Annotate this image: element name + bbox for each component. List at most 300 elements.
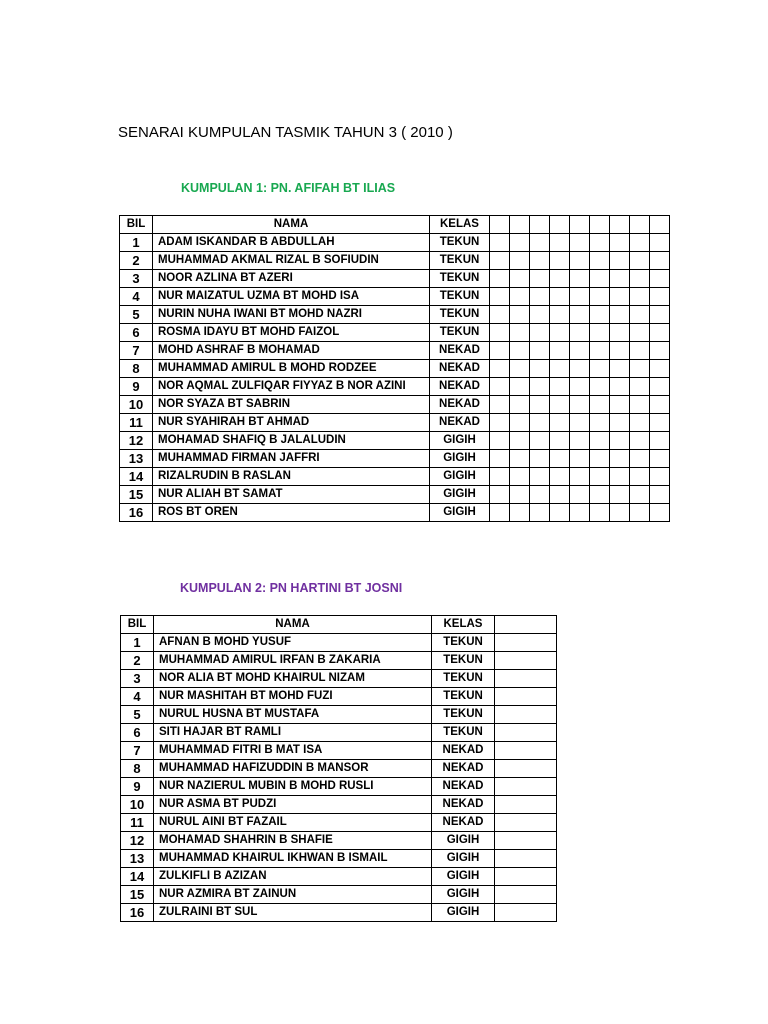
blank-tick-cell	[650, 306, 670, 324]
student-class: NEKAD	[432, 796, 495, 814]
blank-header-cell	[610, 216, 630, 234]
blank-tick-cell	[530, 378, 550, 396]
blank-tick-cell	[530, 468, 550, 486]
blank-tick-cell	[630, 360, 650, 378]
student-name: MOHD ASHRAF B MOHAMAD	[153, 342, 430, 360]
student-name: NUR ASMA BT PUDZI	[154, 796, 432, 814]
blank-tick-cell	[650, 288, 670, 306]
row-number: 6	[120, 324, 153, 342]
blank-tick-cell	[610, 414, 630, 432]
table-row	[121, 850, 557, 868]
blank-tick-cell	[530, 432, 550, 450]
column-header-nama: NAMA	[154, 616, 432, 634]
blank-tick-cell	[650, 360, 670, 378]
student-class: TEKUN	[430, 234, 490, 252]
blank-tick-cell	[650, 504, 670, 522]
blank-tick-cell	[510, 342, 530, 360]
row-number: 7	[120, 342, 153, 360]
student-name: RIZALRUDIN B RASLAN	[153, 468, 430, 486]
student-name: MUHAMMAD HAFIZUDDIN B MANSOR	[154, 760, 432, 778]
blank-tick-cell	[495, 868, 557, 886]
blank-tick-cell	[570, 450, 590, 468]
blank-header-cell	[570, 216, 590, 234]
blank-tick-cell	[610, 288, 630, 306]
blank-tick-cell	[590, 252, 610, 270]
blank-tick-cell	[490, 234, 510, 252]
blank-tick-cell	[590, 234, 610, 252]
blank-tick-cell	[650, 270, 670, 288]
blank-tick-cell	[570, 360, 590, 378]
blank-header-cell	[490, 216, 510, 234]
blank-tick-cell	[510, 450, 530, 468]
blank-tick-cell	[490, 288, 510, 306]
student-name: MOHAMAD SHAFIQ B JALALUDIN	[153, 432, 430, 450]
row-number: 15	[120, 486, 153, 504]
table-row	[120, 378, 670, 396]
table-row	[121, 670, 557, 688]
document-title: SENARAI KUMPULAN TASMIK TAHUN 3 ( 2010 )	[118, 124, 453, 141]
blank-header-cell	[530, 216, 550, 234]
blank-tick-cell	[590, 306, 610, 324]
blank-tick-cell	[650, 396, 670, 414]
student-name: SITI HAJAR BT RAMLI	[154, 724, 432, 742]
blank-tick-cell	[590, 378, 610, 396]
blank-tick-cell	[550, 396, 570, 414]
row-number: 6	[121, 724, 154, 742]
table-row	[121, 886, 557, 904]
student-class: TEKUN	[430, 252, 490, 270]
row-number: 3	[121, 670, 154, 688]
student-name: NURUL HUSNA BT MUSTAFA	[154, 706, 432, 724]
blank-tick-cell	[610, 324, 630, 342]
blank-tick-cell	[570, 270, 590, 288]
table-row	[121, 634, 557, 652]
group-2-table	[120, 615, 557, 922]
blank-tick-cell	[550, 234, 570, 252]
blank-tick-cell	[590, 396, 610, 414]
blank-tick-cell	[530, 396, 550, 414]
table-row	[120, 306, 670, 324]
table-row	[120, 234, 670, 252]
student-class: GIGIH	[432, 868, 495, 886]
row-number: 1	[120, 234, 153, 252]
blank-tick-cell	[495, 742, 557, 760]
column-header-kelas: KELAS	[432, 616, 495, 634]
blank-tick-cell	[495, 634, 557, 652]
blank-tick-cell	[630, 288, 650, 306]
blank-tick-cell	[490, 504, 510, 522]
blank-tick-cell	[490, 270, 510, 288]
blank-tick-cell	[610, 432, 630, 450]
blank-tick-cell	[550, 270, 570, 288]
row-number: 3	[120, 270, 153, 288]
blank-tick-cell	[495, 904, 557, 922]
blank-tick-cell	[550, 324, 570, 342]
group-1-table	[119, 215, 670, 522]
row-number: 12	[121, 832, 154, 850]
blank-tick-cell	[650, 234, 670, 252]
blank-tick-cell	[490, 324, 510, 342]
blank-tick-cell	[610, 468, 630, 486]
table-row	[120, 342, 670, 360]
blank-tick-cell	[570, 378, 590, 396]
student-class: GIGIH	[430, 504, 490, 522]
row-number: 13	[121, 850, 154, 868]
blank-tick-cell	[530, 450, 550, 468]
blank-tick-cell	[530, 288, 550, 306]
blank-tick-cell	[510, 486, 530, 504]
table-row	[120, 414, 670, 432]
row-number: 8	[121, 760, 154, 778]
blank-tick-cell	[650, 486, 670, 504]
blank-tick-cell	[630, 378, 650, 396]
blank-tick-cell	[510, 252, 530, 270]
blank-tick-cell	[490, 450, 510, 468]
blank-tick-cell	[550, 378, 570, 396]
table-row	[121, 742, 557, 760]
table-header-row	[121, 616, 557, 634]
student-name: NUR AZMIRA BT ZAINUN	[154, 886, 432, 904]
blank-tick-cell	[610, 504, 630, 522]
student-class: GIGIH	[432, 832, 495, 850]
student-name: MUHAMMAD FITRI B MAT ISA	[154, 742, 432, 760]
table-row	[120, 396, 670, 414]
blank-tick-cell	[490, 360, 510, 378]
row-number: 16	[121, 904, 154, 922]
blank-tick-cell	[495, 688, 557, 706]
blank-tick-cell	[550, 252, 570, 270]
blank-tick-cell	[510, 378, 530, 396]
blank-tick-cell	[495, 796, 557, 814]
blank-tick-cell	[510, 306, 530, 324]
table-row	[121, 796, 557, 814]
blank-tick-cell	[570, 306, 590, 324]
row-number: 5	[120, 306, 153, 324]
row-number: 2	[121, 652, 154, 670]
blank-tick-cell	[490, 486, 510, 504]
blank-tick-cell	[590, 414, 610, 432]
blank-tick-cell	[590, 468, 610, 486]
student-name: NURUL AINI BT FAZAIL	[154, 814, 432, 832]
blank-tick-cell	[495, 724, 557, 742]
table-row	[120, 324, 670, 342]
blank-tick-cell	[550, 504, 570, 522]
blank-tick-cell	[610, 360, 630, 378]
blank-tick-cell	[630, 270, 650, 288]
student-name: MOHAMAD SHAHRIN B SHAFIE	[154, 832, 432, 850]
student-class: NEKAD	[430, 378, 490, 396]
student-class: TEKUN	[430, 324, 490, 342]
student-name: NUR MASHITAH BT MOHD FUZI	[154, 688, 432, 706]
blank-tick-cell	[490, 252, 510, 270]
row-number: 8	[120, 360, 153, 378]
student-name: NUR MAIZATUL UZMA BT MOHD ISA	[153, 288, 430, 306]
blank-tick-cell	[530, 324, 550, 342]
table-row	[121, 706, 557, 724]
table-row	[121, 724, 557, 742]
student-class: NEKAD	[430, 342, 490, 360]
blank-tick-cell	[610, 342, 630, 360]
row-number: 1	[121, 634, 154, 652]
blank-tick-cell	[610, 252, 630, 270]
blank-header-cell	[650, 216, 670, 234]
table-row	[121, 688, 557, 706]
student-class: TEKUN	[432, 706, 495, 724]
blank-tick-cell	[630, 252, 650, 270]
blank-tick-cell	[590, 432, 610, 450]
table-row	[121, 904, 557, 922]
blank-tick-cell	[510, 270, 530, 288]
column-header-nama: NAMA	[153, 216, 430, 234]
blank-tick-cell	[510, 504, 530, 522]
blank-tick-cell	[630, 504, 650, 522]
table-row	[121, 760, 557, 778]
student-class: GIGIH	[432, 904, 495, 922]
row-number: 11	[120, 414, 153, 432]
student-name: MUHAMMAD FIRMAN JAFFRI	[153, 450, 430, 468]
blank-tick-cell	[530, 234, 550, 252]
blank-tick-cell	[495, 706, 557, 724]
blank-tick-cell	[550, 342, 570, 360]
blank-tick-cell	[510, 468, 530, 486]
table-row	[120, 504, 670, 522]
row-number: 16	[120, 504, 153, 522]
blank-tick-cell	[510, 234, 530, 252]
student-name: NOR ALIA BT MOHD KHAIRUL NIZAM	[154, 670, 432, 688]
blank-tick-cell	[530, 306, 550, 324]
blank-tick-cell	[570, 252, 590, 270]
blank-tick-cell	[630, 342, 650, 360]
blank-tick-cell	[570, 504, 590, 522]
row-number: 4	[120, 288, 153, 306]
blank-header-cell	[510, 216, 530, 234]
blank-tick-cell	[590, 486, 610, 504]
table-row	[120, 288, 670, 306]
blank-tick-cell	[630, 324, 650, 342]
blank-tick-cell	[530, 414, 550, 432]
blank-tick-cell	[495, 886, 557, 904]
blank-tick-cell	[630, 486, 650, 504]
blank-tick-cell	[550, 306, 570, 324]
student-class: GIGIH	[430, 468, 490, 486]
row-number: 10	[121, 796, 154, 814]
blank-tick-cell	[530, 270, 550, 288]
blank-tick-cell	[550, 432, 570, 450]
blank-tick-cell	[650, 432, 670, 450]
group-1-heading: KUMPULAN 1: PN. AFIFAH BT ILIAS	[181, 181, 396, 195]
blank-tick-cell	[590, 342, 610, 360]
row-number: 14	[121, 868, 154, 886]
blank-tick-cell	[510, 360, 530, 378]
student-class: NEKAD	[432, 742, 495, 760]
row-number: 10	[120, 396, 153, 414]
row-number: 12	[120, 432, 153, 450]
row-number: 13	[120, 450, 153, 468]
blank-tick-cell	[530, 504, 550, 522]
student-class: GIGIH	[430, 486, 490, 504]
table-row	[120, 360, 670, 378]
blank-tick-cell	[495, 652, 557, 670]
blank-tick-cell	[550, 360, 570, 378]
student-class: GIGIH	[430, 450, 490, 468]
row-number: 4	[121, 688, 154, 706]
student-class: TEKUN	[430, 270, 490, 288]
student-name: ZULRAINI BT SUL	[154, 904, 432, 922]
blank-header-cell	[590, 216, 610, 234]
blank-tick-cell	[570, 468, 590, 486]
column-header-kelas: KELAS	[430, 216, 490, 234]
blank-tick-cell	[510, 396, 530, 414]
blank-tick-cell	[570, 396, 590, 414]
blank-tick-cell	[550, 414, 570, 432]
student-class: NEKAD	[432, 760, 495, 778]
blank-tick-cell	[650, 324, 670, 342]
blank-tick-cell	[550, 450, 570, 468]
student-name: NUR ALIAH BT SAMAT	[153, 486, 430, 504]
blank-tick-cell	[570, 486, 590, 504]
blank-tick-cell	[490, 342, 510, 360]
blank-tick-cell	[490, 306, 510, 324]
student-class: GIGIH	[432, 886, 495, 904]
blank-tick-cell	[590, 504, 610, 522]
blank-tick-cell	[510, 324, 530, 342]
table-row	[120, 252, 670, 270]
blank-tick-cell	[530, 486, 550, 504]
table-header-row	[120, 216, 670, 234]
student-name: NOOR AZLINA BT AZERI	[153, 270, 430, 288]
student-class: NEKAD	[430, 414, 490, 432]
blank-tick-cell	[490, 396, 510, 414]
blank-tick-cell	[630, 432, 650, 450]
blank-tick-cell	[510, 432, 530, 450]
column-header-bil: BIL	[121, 616, 154, 634]
student-name: NUR NAZIERUL MUBIN B MOHD RUSLI	[154, 778, 432, 796]
blank-tick-cell	[495, 760, 557, 778]
blank-header-cell	[550, 216, 570, 234]
blank-tick-cell	[530, 360, 550, 378]
group-2-heading: KUMPULAN 2: PN HARTINI BT JOSNI	[180, 581, 403, 595]
student-name: ZULKIFLI B AZIZAN	[154, 868, 432, 886]
blank-tick-cell	[610, 306, 630, 324]
blank-tick-cell	[630, 450, 650, 468]
blank-tick-cell	[650, 342, 670, 360]
student-name: NUR SYAHIRAH BT AHMAD	[153, 414, 430, 432]
blank-tick-cell	[590, 450, 610, 468]
table-row	[120, 432, 670, 450]
student-class: TEKUN	[432, 652, 495, 670]
student-class: GIGIH	[432, 850, 495, 868]
blank-tick-cell	[490, 378, 510, 396]
blank-tick-cell	[590, 324, 610, 342]
blank-tick-cell	[630, 414, 650, 432]
blank-tick-cell	[495, 832, 557, 850]
student-name: NOR SYAZA BT SABRIN	[153, 396, 430, 414]
student-class: TEKUN	[432, 670, 495, 688]
blank-tick-cell	[610, 486, 630, 504]
blank-tick-cell	[650, 414, 670, 432]
student-name: ADAM ISKANDAR B ABDULLAH	[153, 234, 430, 252]
blank-tick-cell	[495, 850, 557, 868]
blank-tick-cell	[570, 288, 590, 306]
student-name: ROSMA IDAYU BT MOHD FAIZOL	[153, 324, 430, 342]
table-row	[120, 450, 670, 468]
blank-tick-cell	[530, 342, 550, 360]
blank-tick-cell	[550, 468, 570, 486]
blank-tick-cell	[490, 432, 510, 450]
student-name: MUHAMMAD AKMAL RIZAL B SOFIUDIN	[153, 252, 430, 270]
student-class: TEKUN	[432, 724, 495, 742]
table-row	[121, 652, 557, 670]
blank-tick-cell	[590, 288, 610, 306]
row-number: 15	[121, 886, 154, 904]
table-row	[121, 814, 557, 832]
student-name: AFNAN B MOHD YUSUF	[154, 634, 432, 652]
student-class: TEKUN	[430, 288, 490, 306]
blank-tick-cell	[590, 270, 610, 288]
blank-tick-cell	[650, 468, 670, 486]
blank-tick-cell	[570, 342, 590, 360]
blank-tick-cell	[570, 234, 590, 252]
blank-tick-cell	[530, 252, 550, 270]
row-number: 9	[121, 778, 154, 796]
student-class: NEKAD	[432, 778, 495, 796]
blank-tick-cell	[610, 234, 630, 252]
blank-tick-cell	[630, 468, 650, 486]
student-class: NEKAD	[430, 396, 490, 414]
blank-tick-cell	[490, 468, 510, 486]
student-name: NOR AQMAL ZULFIQAR FIYYAZ B NOR AZINI	[153, 378, 430, 396]
table-row	[120, 270, 670, 288]
row-number: 7	[121, 742, 154, 760]
student-class: TEKUN	[432, 688, 495, 706]
student-name: NURIN NUHA IWANI BT MOHD NAZRI	[153, 306, 430, 324]
table-row	[120, 468, 670, 486]
row-number: 14	[120, 468, 153, 486]
student-class: TEKUN	[430, 306, 490, 324]
student-name: MUHAMMAD AMIRUL IRFAN B ZAKARIA	[154, 652, 432, 670]
blank-tick-cell	[590, 360, 610, 378]
blank-tick-cell	[490, 414, 510, 432]
blank-header-cell	[630, 216, 650, 234]
student-name: MUHAMMAD KHAIRUL IKHWAN B ISMAIL	[154, 850, 432, 868]
blank-tick-cell	[495, 670, 557, 688]
row-number: 2	[120, 252, 153, 270]
blank-tick-cell	[630, 234, 650, 252]
blank-tick-cell	[495, 814, 557, 832]
blank-tick-cell	[570, 432, 590, 450]
student-class: GIGIH	[430, 432, 490, 450]
blank-tick-cell	[550, 486, 570, 504]
row-number: 5	[121, 706, 154, 724]
student-name: ROS BT OREN	[153, 504, 430, 522]
student-name: MUHAMMAD AMIRUL B MOHD RODZEE	[153, 360, 430, 378]
blank-tick-cell	[550, 288, 570, 306]
blank-tick-cell	[650, 450, 670, 468]
student-class: NEKAD	[432, 814, 495, 832]
table-row	[120, 486, 670, 504]
student-class: TEKUN	[432, 634, 495, 652]
table-row	[121, 868, 557, 886]
blank-tick-cell	[650, 378, 670, 396]
blank-tick-cell	[570, 324, 590, 342]
blank-tick-cell	[610, 270, 630, 288]
blank-tick-cell	[495, 778, 557, 796]
blank-tick-cell	[630, 306, 650, 324]
blank-tick-cell	[610, 378, 630, 396]
blank-tick-cell	[610, 396, 630, 414]
blank-header-cell	[495, 616, 557, 634]
column-header-bil: BIL	[120, 216, 153, 234]
